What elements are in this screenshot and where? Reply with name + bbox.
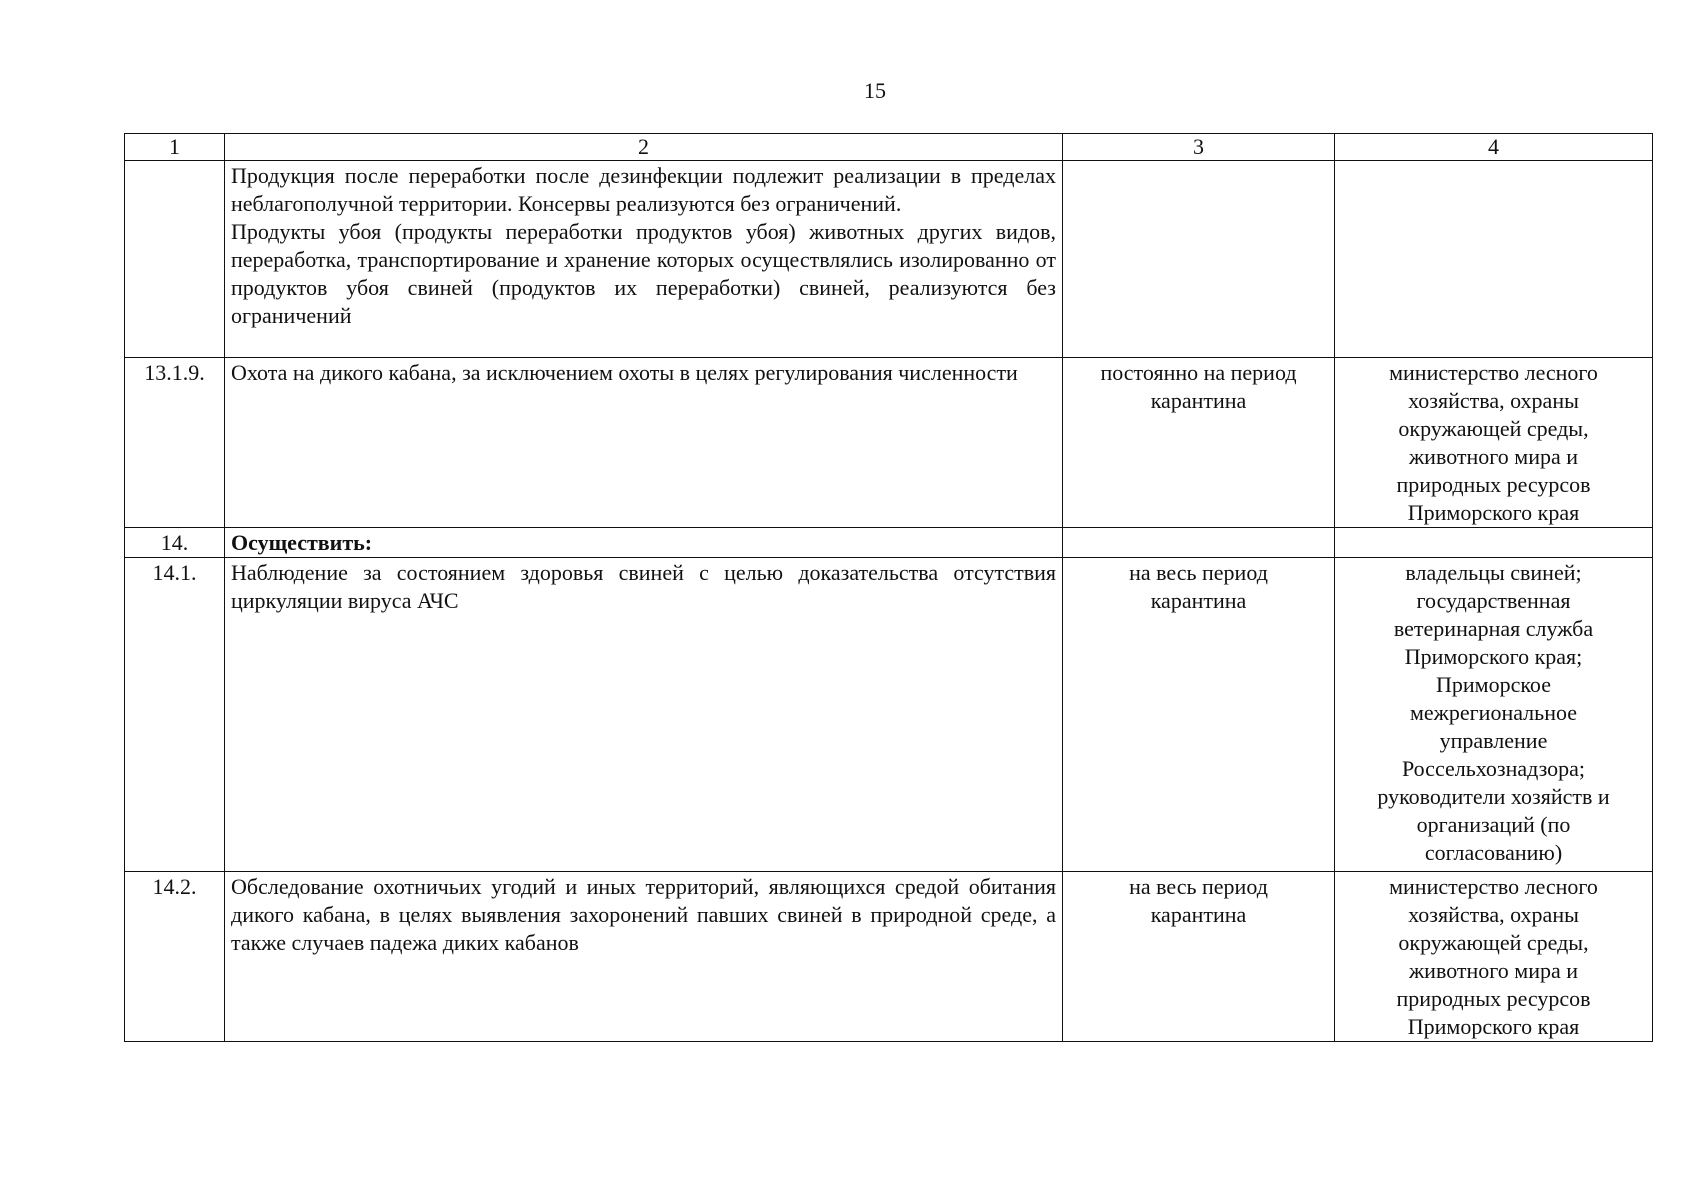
description-paragraph: Обследование охотничьих угодий и иных территорий, являющихся средой обитания дикого кабана, в целях выявления захоронений павших свиней в природной среде, а также случаев падежа диких кабанов [231,874,1056,955]
description-paragraph: Охота на дикого кабана, за исключением охоты в целях регулирования численности [231,360,1018,385]
responsible-line: Приморское [1436,672,1551,697]
responsible-line: государственная [1416,588,1571,613]
header-col-3: 3 [1063,134,1335,161]
row-number [125,161,225,358]
responsible-line: министерство лесного [1389,874,1598,899]
measures-table [124,133,1653,1042]
row-number: 14. [125,528,225,558]
row-responsible [1335,358,1653,528]
responsible-line: согласованию) [1424,840,1563,865]
row-description [225,558,1063,872]
period-line: постоянно на период [1100,360,1297,385]
responsible-line: животного мира и [1408,958,1579,983]
row-responsible [1335,558,1653,872]
responsible-line: владельцы свиней; [1405,560,1582,585]
row-responsible [1335,528,1653,558]
table-row [125,872,1653,1042]
responsible-line: управление [1439,728,1548,753]
section-heading: Осуществить: [231,530,373,555]
row-responsible [1335,161,1653,358]
period-line: карантина [1150,588,1247,613]
period-line: карантина [1150,388,1247,413]
header-col-4: 4 [1335,134,1653,161]
row-description [225,161,1063,358]
responsible-line: Россельхознадзора; [1401,756,1586,781]
row-period [1063,558,1335,872]
period-line: на весь период [1129,560,1268,585]
responsible-line: организаций (по [1416,812,1571,837]
row-number: 14.1. [125,558,225,872]
description-paragraph: Продукты убоя (продукты переработки продуктов убоя) животных других видов, переработка, транспортирование и хранение которых осуществлялись изолированно от продуктов убоя свиней (продуктов их переработки) свиней, реализуются без ограничений [231,219,1056,328]
row-number: 14.2. [125,872,225,1042]
page-number: 15 [864,78,886,103]
row-responsible [1335,872,1653,1042]
row-period [1063,161,1335,358]
responsible-line: Приморского края [1407,500,1580,525]
responsible-line: Приморского края [1407,1014,1580,1039]
responsible-line: природных ресурсов [1396,986,1591,1011]
row-description [225,358,1063,528]
period-line: на весь период [1129,874,1268,899]
row-period [1063,528,1335,558]
responsible-line: руководители хозяйств и [1377,784,1610,809]
responsible-line: хозяйства, охраны [1408,388,1579,413]
row-number: 13.1.9. [125,358,225,528]
responsible-line: хозяйства, охраны [1408,902,1579,927]
table-row [125,528,1653,558]
row-period [1063,358,1335,528]
row-period [1063,872,1335,1042]
row-description [225,872,1063,1042]
table-row [125,161,1653,358]
period-line: карантина [1150,902,1247,927]
responsible-line: окружающей среды, [1398,416,1589,441]
table-row [125,358,1653,528]
responsible-line: животного мира и [1408,444,1579,469]
table-row [125,558,1653,872]
responsible-line: министерство лесного [1389,360,1598,385]
responsible-line: Приморского края; [1404,644,1583,669]
header-col-1: 1 [125,134,225,161]
header-col-2: 2 [225,134,1063,161]
responsible-line: межрегиональное [1410,700,1577,725]
description-paragraph: Продукция после переработки после дезинфекции подлежит реализации в пределах неблагополучной территории. Консервы реализуются без ограничений. [231,163,1056,216]
table-header-row [125,134,1653,161]
row-description [225,528,1063,558]
responsible-line: окружающей среды, [1398,930,1589,955]
responsible-line: ветеринарная служба [1393,616,1594,641]
description-paragraph: Наблюдение за состоянием здоровья свиней с целью доказательства отсутствия циркуляции вируса АЧС [231,560,1056,613]
responsible-line: природных ресурсов [1396,472,1591,497]
